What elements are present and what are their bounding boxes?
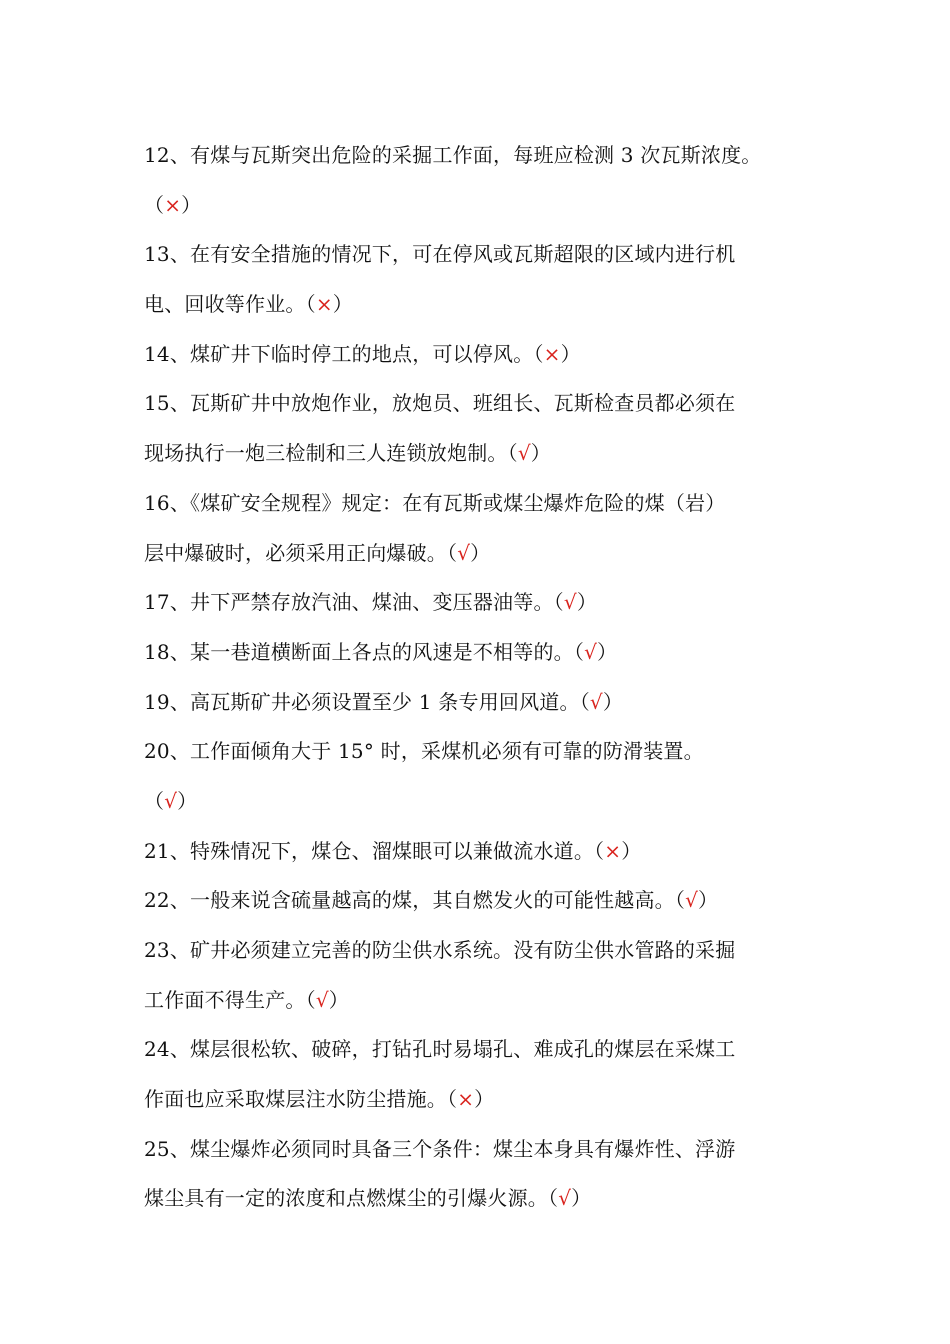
question-line — [144, 429, 814, 479]
question-text: （ — [144, 788, 165, 813]
question-text: 电、回收等作业。（ — [144, 292, 316, 317]
question-line — [144, 1125, 814, 1175]
question-text: 13、在有安全措施的情况下，可在停风或瓦斯超限的区域内进行机 — [144, 242, 736, 267]
question-text: 层中爆破时，必须采用正向爆破。（ — [144, 540, 458, 565]
answer-bracket-close: ） — [181, 192, 202, 217]
question-text: 17、井下严禁存放汽油、煤油、变压器油等。（ — [144, 590, 564, 615]
question-item — [144, 379, 814, 478]
question-item — [144, 926, 814, 1025]
cross-mark-icon: × — [543, 341, 561, 366]
check-mark-icon: √ — [589, 689, 603, 714]
question-item — [144, 827, 814, 877]
question-line — [144, 578, 814, 628]
answer-bracket-close: ） — [576, 590, 598, 615]
question-list — [144, 131, 814, 1224]
answer-bracket-close: ） — [698, 888, 719, 913]
answer-bracket-close: ） — [328, 987, 349, 1012]
answer-bracket-close: ） — [621, 838, 642, 863]
question-line — [144, 181, 814, 231]
question-item — [144, 876, 814, 926]
question-item — [144, 479, 814, 578]
question-item — [144, 727, 814, 826]
cross-mark-icon: × — [604, 838, 622, 863]
question-line — [144, 827, 814, 877]
question-line — [144, 976, 814, 1026]
question-line — [144, 330, 814, 380]
question-line — [144, 280, 814, 330]
cross-mark-icon: × — [164, 192, 182, 217]
question-item — [144, 1125, 814, 1224]
question-text: （ — [144, 192, 165, 217]
question-text: 14、煤矿井下临时停工的地点，可以停风。（ — [144, 341, 544, 366]
question-line — [144, 628, 814, 678]
answer-bracket-close: ） — [177, 788, 198, 813]
question-line — [144, 131, 814, 181]
question-line — [144, 876, 814, 926]
check-mark-icon: √ — [164, 788, 178, 813]
answer-bracket-close: ） — [530, 441, 551, 466]
question-text: 12、有煤与瓦斯突出危险的采掘工作面，每班应检测 3 次瓦斯浓度。 — [144, 143, 762, 167]
question-line — [144, 777, 814, 827]
question-text: 25、煤尘爆炸必须同时具备三个条件：煤尘本身具有爆炸性、浮游 — [144, 1136, 736, 1161]
check-mark-icon: √ — [563, 590, 577, 615]
question-line — [144, 230, 814, 280]
question-text: 作面也应采取煤层注水防尘措施。（ — [144, 1087, 458, 1112]
check-mark-icon: √ — [558, 1186, 572, 1211]
question-item — [144, 230, 814, 329]
question-text: 现场执行一炮三检制和三人连锁放炮制。（ — [144, 441, 518, 466]
question-line — [144, 379, 814, 429]
check-mark-icon: √ — [315, 987, 329, 1012]
question-item — [144, 578, 814, 628]
question-item — [144, 131, 814, 230]
question-text: 24、煤层很松软、破碎，打钻孔时易塌孔、难成孔的煤层在采煤工 — [144, 1037, 736, 1062]
question-line — [144, 926, 814, 976]
question-item — [144, 678, 814, 728]
question-text: 21、特殊情况下，煤仓、溜煤眼可以兼做流水道。（ — [144, 838, 605, 863]
answer-bracket-close: ） — [332, 292, 353, 317]
cross-mark-icon: × — [315, 292, 333, 317]
answer-bracket-close: ） — [560, 341, 581, 366]
check-mark-icon: √ — [457, 540, 471, 565]
check-mark-icon: √ — [584, 639, 598, 664]
check-mark-icon: √ — [517, 441, 531, 466]
question-text: 22、一般来说含硫量越高的煤，其自燃发火的可能性越高。（ — [144, 888, 686, 913]
question-line — [144, 479, 814, 529]
cross-mark-icon: × — [457, 1087, 475, 1112]
question-text: 工作面不得生产。（ — [144, 987, 316, 1012]
question-item — [144, 628, 814, 678]
answer-bracket-close: ） — [602, 689, 624, 714]
question-text: 16、《煤矿安全规程》规定：在有瓦斯或煤尘爆炸危险的煤（岩） — [144, 490, 726, 515]
answer-bracket-close: ） — [597, 639, 618, 664]
question-text: 23、矿井必须建立完善的防尘供水系统。没有防尘供水管路的采掘 — [144, 938, 736, 962]
question-line — [144, 678, 814, 728]
question-line — [144, 1174, 814, 1224]
check-mark-icon: √ — [685, 888, 699, 913]
answer-bracket-close: ） — [571, 1186, 592, 1211]
question-item — [144, 330, 814, 380]
question-line — [144, 1025, 814, 1075]
question-text: 18、某一巷道横断面上各点的风速是不相等的。（ — [144, 639, 585, 664]
question-item — [144, 1025, 814, 1124]
question-text: 19、高瓦斯矿井必须设置至少 1 条专用回风道。（ — [144, 689, 590, 714]
question-text: 20、工作面倾角大于 15° 时，采煤机必须有可靠的防滑装置。 — [144, 739, 704, 764]
question-line — [144, 529, 814, 579]
answer-bracket-close: ） — [474, 1087, 495, 1112]
question-line — [144, 727, 814, 777]
answer-bracket-close: ） — [470, 540, 491, 565]
question-text: 15、瓦斯矿井中放炮作业，放炮员、班组长、瓦斯检查员都必须在 — [144, 391, 736, 416]
question-text: 煤尘具有一定的浓度和点燃煤尘的引爆火源。（ — [144, 1186, 559, 1211]
question-line — [144, 1075, 814, 1125]
